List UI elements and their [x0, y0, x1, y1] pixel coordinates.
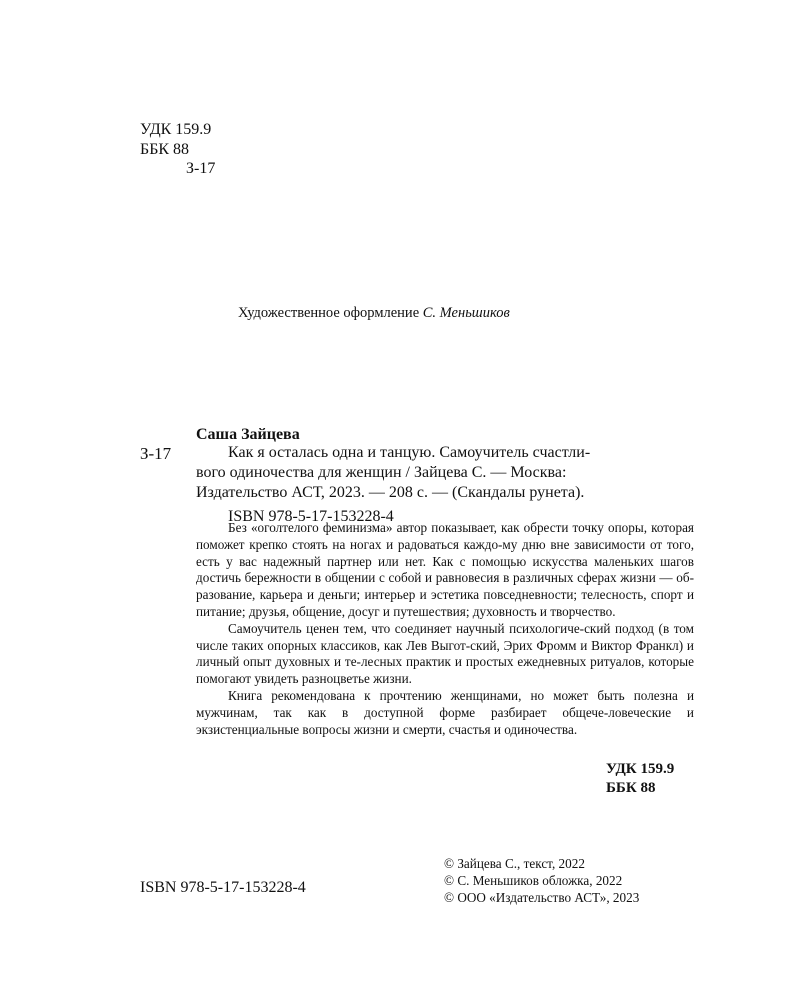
bbk-code: ББК 88 [606, 780, 656, 796]
copyright-line: © ООО «Издательство АСТ», 2023 [444, 890, 640, 905]
annotation [196, 520, 694, 738]
annotation-paragraph: Книга рекомендована к прочтению женщинами, но может быть полезна и мужчинам, так как в доступной форме разбирает общече-ловеческие и экзистенциальные вопросы жизни и смерти, счастья и одиночества. [196, 687, 694, 737]
annotation-paragraph: Самоучитель ценен тем, что соединяет научный психологиче-ский подход (в том числе таких опорных классиков, как Лев Выгот-ский, Эрих Фромм и Виктор Франкл) и личный опыт духовных и те-лесных практик и простых ежедневных ритуалов, которые помогают увидеть разноцветье жизни. [196, 620, 694, 687]
design-credit-name: С. Меньшиков [422, 305, 510, 321]
design-credit [238, 305, 510, 322]
copyright-line: © Зайцева С., текст, 2022 [444, 856, 585, 871]
copyright-line: © С. Меньшиков обложка, 2022 [444, 873, 623, 888]
udk-code: УДК 159.9 [606, 761, 675, 777]
bibliographic-description [196, 443, 696, 527]
design-credit-label: Художественное оформление [238, 305, 420, 321]
description-line: вого одиночества для женщин / Зайцева С. — Москва: [196, 464, 567, 481]
author-mark-top: З-17 [186, 160, 216, 177]
annotation-paragraph: Без «оголтелого феминизма» автор показывает, как обрести точку опоры, которая поможет крепко стоять на ногах и радоваться каждо-му дню вне зависимости от того, есть у вас надежный партнер или нет. Как с помощью искусства маленьких шагов достичь бережности в общении с собой и равновесия в различных сферах жизни — об-разование, карьера и деньги; интерьер и эстетика повседневности; телесность, спорт и питание; друзья, общение, досуг и путешествия; духовность и творчество. [196, 520, 694, 619]
bottom-isbn: ISBN 978-5-17-153228-4 [140, 879, 306, 896]
description-line: Как я осталась одна и танцую. Самоучитель счастли- [228, 444, 591, 461]
description-line: Издательство АСТ, 2023. — 208 с. — (Скандалы рунета). [196, 484, 585, 501]
bbk-code-top: ББК 88 [140, 141, 190, 158]
book-author: Саша Зайцева [196, 426, 300, 443]
entry-isbn: ISBN 978-5-17-153228-4 [228, 508, 394, 525]
classification-codes [606, 760, 674, 798]
copyright-block [444, 855, 639, 906]
udk-code-top: УДК 159.9 [140, 121, 212, 138]
author-mark-entry: З-17 [140, 444, 172, 463]
